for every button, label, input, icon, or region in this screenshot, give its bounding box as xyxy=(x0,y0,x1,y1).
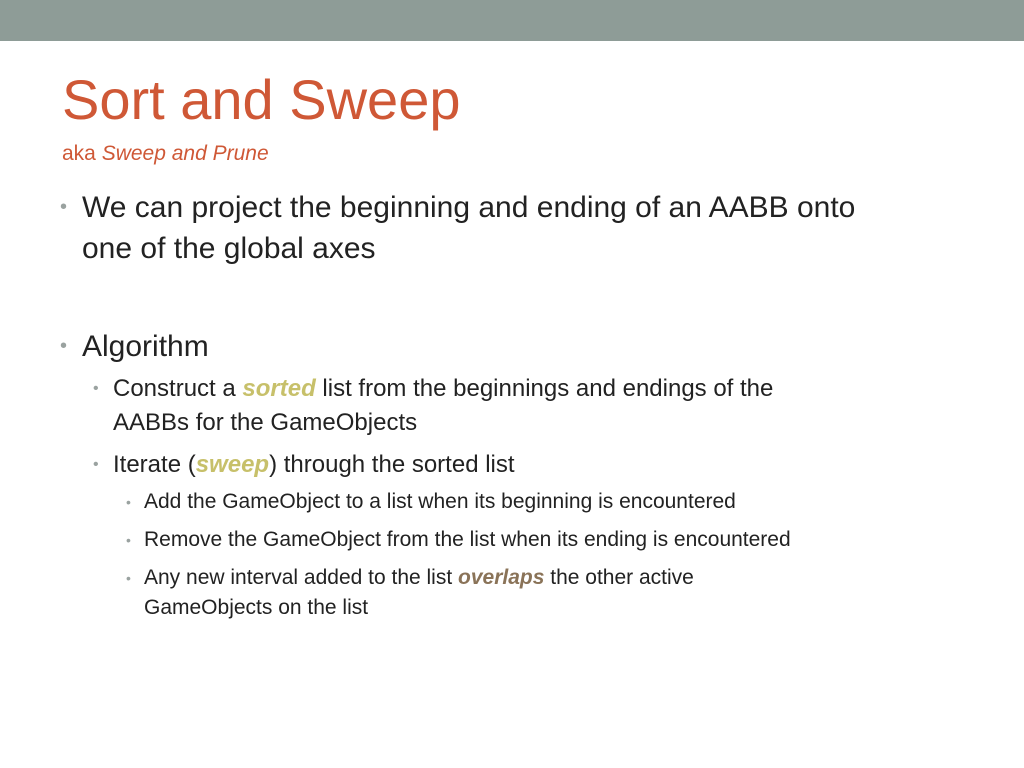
top-accent-bar xyxy=(0,0,1024,41)
bullet-add: Add the GameObject to a list when its beginning is encountered xyxy=(144,490,736,513)
slide-title: Sort and Sweep xyxy=(62,68,461,131)
overlap-suffix: the other active xyxy=(544,566,694,589)
construct-prefix: Construct a xyxy=(113,375,243,402)
bullet-projection-line2: one of the global axes xyxy=(82,232,376,265)
bullet-algorithm: Algorithm xyxy=(82,330,209,363)
bullet-overlap-line1 xyxy=(144,563,694,593)
bullet-construct-line2: AABBs for the GameObjects xyxy=(113,409,418,436)
bullet-dot: • xyxy=(126,494,131,510)
bullet-dot: • xyxy=(93,380,99,397)
bullet-projection-line1: We can project the beginning and ending of an AABB onto xyxy=(82,191,856,224)
bullet-remove: Remove the GameObject from the list when its ending is encountered xyxy=(144,528,791,551)
bullet-dot: • xyxy=(93,456,99,473)
subtitle-emphasis: Sweep and Prune xyxy=(101,142,269,165)
bullet-dot: • xyxy=(60,196,68,218)
bullet-overlap-line2: GameObjects on the list xyxy=(144,596,369,619)
keyword-sweep: sweep xyxy=(195,451,270,478)
overlap-prefix: Any new interval added to the list xyxy=(144,566,459,589)
iterate-prefix: Iterate ( xyxy=(113,451,196,478)
keyword-sorted: sorted xyxy=(242,375,316,402)
bullet-dot: • xyxy=(60,335,68,357)
construct-suffix: list from the beginnings and endings of the xyxy=(315,375,774,402)
keyword-overlaps: overlaps xyxy=(458,566,545,589)
slide-subtitle xyxy=(62,141,269,167)
bullet-dot: • xyxy=(126,570,131,586)
iterate-suffix: ) through the sorted list xyxy=(269,451,515,478)
bullet-dot: • xyxy=(126,532,131,548)
bullet-iterate xyxy=(113,448,515,482)
bullet-construct-line1 xyxy=(113,372,773,406)
subtitle-prefix: aka xyxy=(62,142,102,165)
